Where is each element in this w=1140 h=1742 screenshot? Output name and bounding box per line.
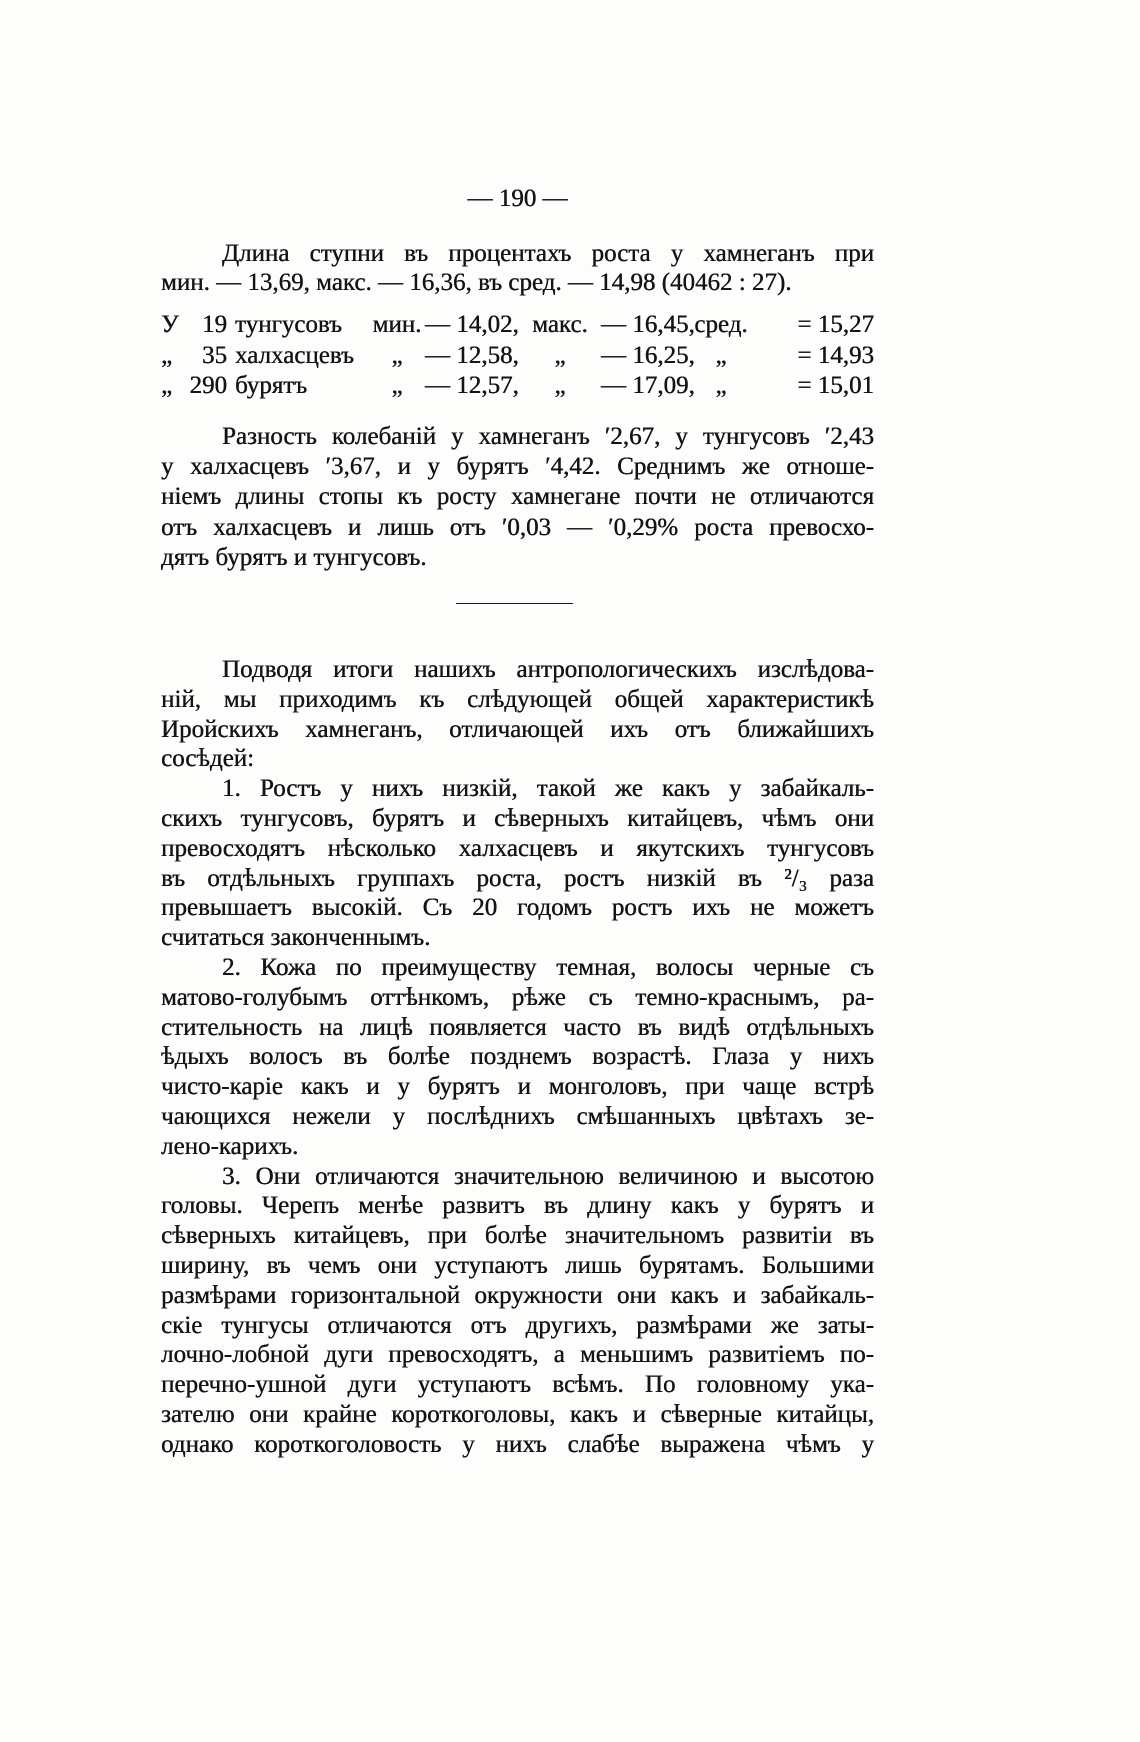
text-line: Иройскихъ хамнеганъ, отличающей ихъ отъ ближайшихъ <box>161 715 874 743</box>
text-line: у халхасцевъ ′3,67, и у бурятъ ′4,42. Среднимъ же отноше- <box>161 453 874 481</box>
summary-section <box>161 655 874 1460</box>
text-line: ѣдыхъ волосъ въ болѣе позднемъ возрастѣ. Глаза у нихъ <box>161 1043 874 1071</box>
text-line: лочно-лобной дуги превосходятъ, а меньшимъ развитіемъ по- <box>161 1341 874 1369</box>
text-line: ніемъ длины стопы къ росту хамнегане почти не отличаются <box>161 483 874 511</box>
text-line: отъ халхасцевъ и лишь отъ ′0,03 — ′0,29% роста превосхо- <box>161 513 874 541</box>
min-value: — 14,02, <box>425 311 519 338</box>
row-marker: „ <box>161 372 173 399</box>
variation-paragraph <box>161 422 874 573</box>
text-line: скіе тунгусы отличаются отъ другихъ, размѣрами же заты- <box>161 1311 874 1339</box>
avg-label: сред. <box>694 311 748 338</box>
paragraph <box>161 953 874 1162</box>
text-line: 1. Ростъ у нихъ низкій, такой же какъ у забайкаль- <box>222 775 874 803</box>
max-label: макс. <box>532 311 588 338</box>
table-row <box>161 310 874 341</box>
group-count: 35 <box>202 341 227 369</box>
min-label: „ <box>391 341 403 369</box>
page-number: — 190 — <box>467 185 568 212</box>
section-divider <box>456 603 573 604</box>
text-line: головы. Черепъ менѣе развитъ въ длину какъ у бурятъ и <box>161 1192 874 1220</box>
text-line: мин. — 13,69, макс. — 16,36, въ сред. — 14,98 (40462 : 27). <box>161 269 792 296</box>
max-value: — 16,45, <box>601 311 695 338</box>
avg-value: = 14,93 <box>797 341 874 369</box>
paragraph <box>161 655 874 774</box>
group-count: 290 <box>189 372 227 399</box>
max-value: — 17,09, <box>601 372 695 399</box>
group-name: халхасцевъ <box>235 341 354 369</box>
paragraph <box>161 774 874 953</box>
min-value: — 12,58, <box>425 341 519 369</box>
text-line: сосѣдей: <box>161 745 255 773</box>
group-count: 19 <box>202 311 227 338</box>
group-name: тунгусовъ <box>235 311 342 338</box>
paragraph <box>161 1162 874 1460</box>
avg-value: = 15,27 <box>797 311 874 338</box>
text-line: Разность колебаній у хамнеганъ ′2,67, у тунгусовъ ′2,43 <box>222 423 874 450</box>
text-line: зателю они крайне короткоголовы, какъ и сѣверные китайцы, <box>161 1400 874 1428</box>
text-line: Подводя итоги нашихъ антропологическихъ изслѣдова- <box>222 656 874 683</box>
table-row <box>161 371 874 402</box>
max-label: „ <box>554 372 566 399</box>
text-line: чисто-каріе какъ и у бурятъ и монголовъ, при чаще встрѣ <box>161 1073 874 1101</box>
foot-length-paragraph <box>161 239 874 297</box>
text-line: перечно-ушной дуги уступаютъ всѣмъ. По головному ука- <box>161 1371 874 1399</box>
group-name: бурятъ <box>235 372 308 399</box>
measurement-table <box>161 310 874 402</box>
text-line: стительность на лицѣ появляется часто въ видѣ отдѣльныхъ <box>161 1013 874 1041</box>
table-row <box>161 341 874 372</box>
avg-value: = 15,01 <box>797 372 874 399</box>
text-line: скихъ тунгусовъ, бурятъ и сѣверныхъ китайцевъ, чѣмъ они <box>161 804 874 832</box>
row-marker: У <box>161 311 179 338</box>
text-line: дятъ бурятъ и тунгусовъ. <box>161 543 427 571</box>
text-line: въ отдѣльныхъ группахъ роста, ростъ низкій въ ²/₃ раза <box>161 864 874 892</box>
text-line: ширину, въ чемъ они уступаютъ лишь бурятамъ. Большими <box>161 1251 874 1279</box>
min-value: — 12,57, <box>425 372 519 399</box>
avg-label: „ <box>715 372 727 399</box>
row-marker: „ <box>161 341 173 369</box>
text-line: однако короткоголовость у нихъ слабѣе выражена чѣмъ у <box>161 1430 874 1458</box>
text-line: ній, мы приходимъ къ слѣдующей общей характеристикѣ <box>161 685 874 713</box>
text-line: 3. Они отличаются значительною величиною и высотою <box>222 1162 874 1190</box>
min-label: „ <box>391 372 403 399</box>
max-value: — 16,25, <box>601 341 695 369</box>
min-label: мин. <box>372 311 422 338</box>
text-line: превосходятъ нѣсколько халхасцевъ и якутскихъ тунгусовъ <box>161 834 874 862</box>
text-line: лено-карихъ. <box>161 1132 299 1160</box>
text-line: 2. Кожа по преимуществу темная, волосы черные съ <box>222 953 874 981</box>
text-line: сѣверныхъ китайцевъ, при болѣе значительномъ развитіи въ <box>161 1222 874 1250</box>
text-line: считаться законченнымъ. <box>161 924 431 952</box>
max-label: „ <box>554 341 566 369</box>
avg-label: „ <box>715 341 727 369</box>
text-line: Длина ступни въ процентахъ роста у хамнеганъ при <box>222 240 874 267</box>
text-line: матово-голубымъ оттѣнкомъ, рѣже съ темно-краснымъ, ра- <box>161 983 874 1011</box>
text-line: чающихся нежели у послѣднихъ смѣшанныхъ цвѣтахъ зе- <box>161 1102 874 1130</box>
text-line: превышаетъ высокій. Съ 20 годомъ ростъ ихъ не можетъ <box>161 894 874 922</box>
text-line: размѣрами горизонтальной окружности они какъ и забайкаль- <box>161 1281 874 1309</box>
